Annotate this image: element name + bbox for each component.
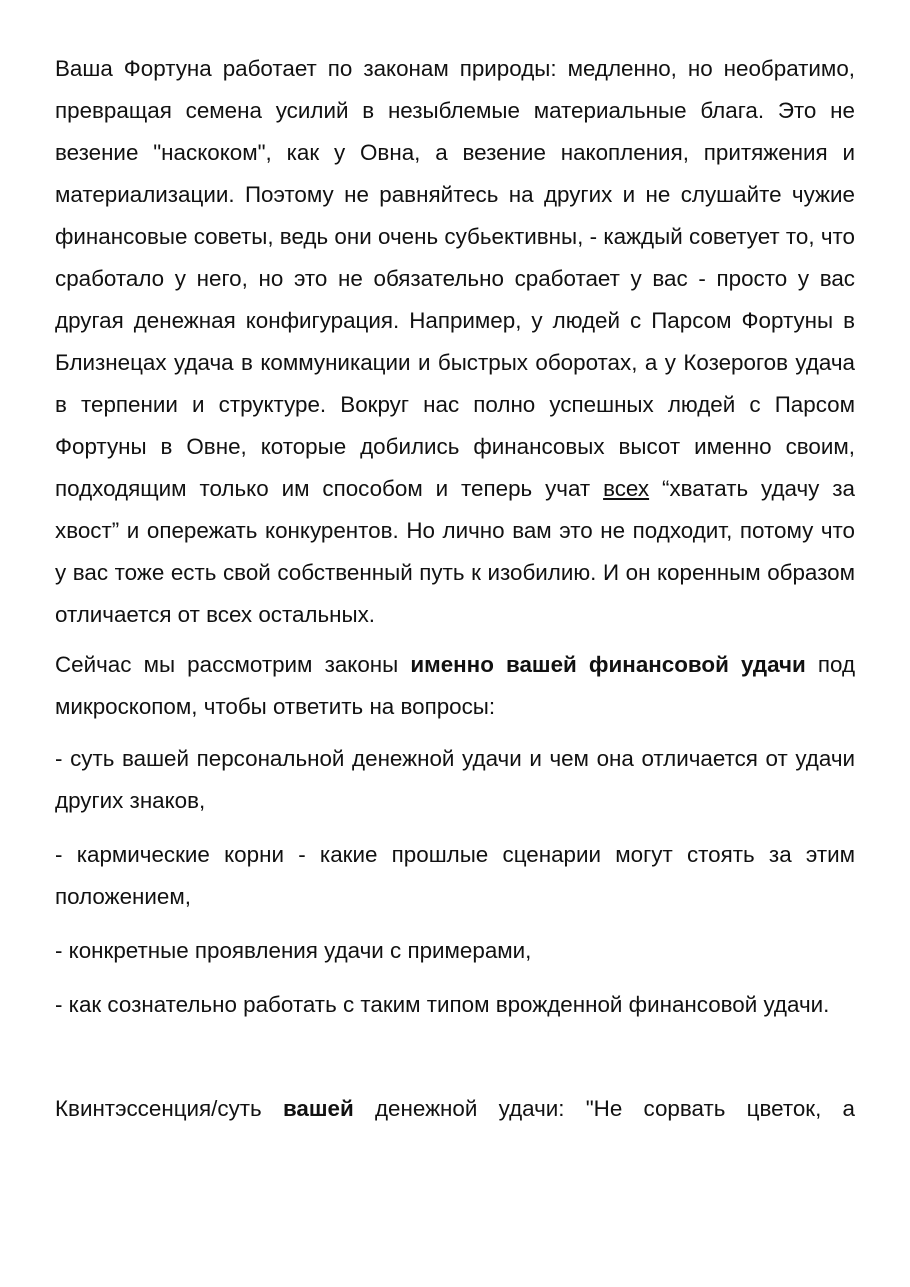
bold-word: вашей — [282, 1096, 354, 1121]
list-item: - кармические корни - какие прошлые сценарии могут стоять за этим положением, — [55, 842, 855, 909]
paragraph-text-part: под микроскопом, чтобы ответить на вопросы: — [55, 652, 856, 719]
underlined-word: всех — [603, 476, 650, 501]
paragraph-text-part: “хватать удачу за хвост” и опережать конкурентов. Но лично вам это не подходит, потому что у вас тоже есть свой собственный путь к изобилию. И он коренным образом отличается от всех остальных. — [55, 476, 855, 627]
list-item: - суть вашей персональной денежной удачи и чем она отличается от удачи других знаков, — [55, 746, 855, 813]
document-page — [55, 48, 855, 1130]
paragraph-quintessence — [55, 1088, 855, 1130]
paragraph-intro-questions — [55, 644, 855, 728]
paragraph-text-part: денежной удачи: "Не сорвать цветок, а — [353, 1096, 855, 1121]
list-item: - как сознательно работать с таким типом врожденной финансовой удачи. — [55, 992, 830, 1017]
bold-phrase: именно вашей финансовой удачи — [410, 652, 806, 677]
paragraph-text-part: Сейчас мы рассмотрим законы — [55, 652, 411, 677]
paragraph-text-part: Ваша Фортуна работает по законам природы: медленно, но необратимо, превращая семена усилий в незыблемые материальные блага. Это не везение "наскоком", как у Овна, а везение накопления, притяжения и материализации. Поэтому не равняйтесь на других и не слушайте чужие финансовые советы, ведь они очень субьективны, - каждый советует то, что сработало у него, но это не обязательно сработает у вас - просто у вас другая денежная конфигурация. Например, у людей с Парсом Фортуны в Близнецах удача в коммуникации и быстрых оборотах, а у Козерогов удача в терпении и структуре. Вокруг нас полно успешных людей с Парсом Фортуны в Овне, которые добились финансовых высот именно своим, подходящим только им способом и теперь учат — [55, 56, 855, 501]
paragraph-fortune-nature — [55, 48, 855, 636]
list-item: - конкретные проявления удачи с примерами, — [55, 938, 532, 963]
paragraph-text-part: Квинтэссенция/суть — [55, 1096, 283, 1121]
